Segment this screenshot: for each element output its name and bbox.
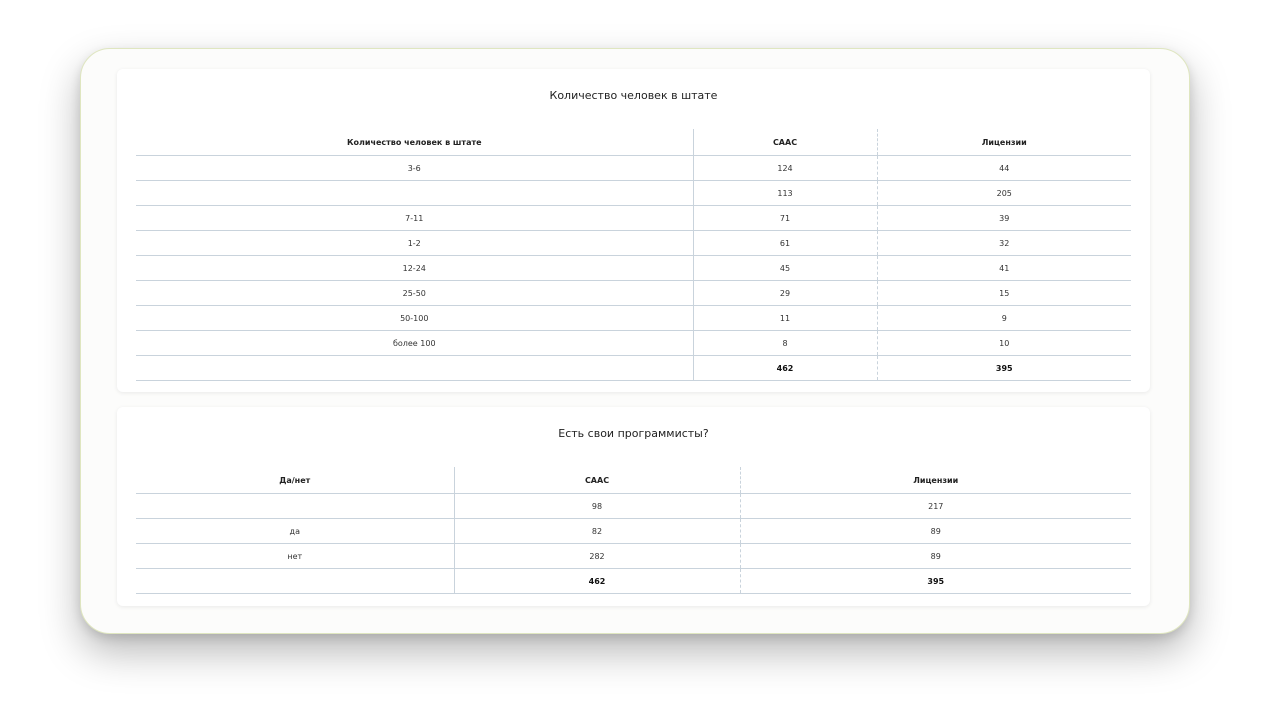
- staff-count-card: [117, 69, 1150, 392]
- cell-licenses: 89: [740, 544, 1131, 569]
- cell-saas: 282: [454, 544, 740, 569]
- staff-count-table: [136, 129, 1131, 381]
- cell-saas: 11: [693, 306, 877, 331]
- table-row: [136, 181, 1131, 206]
- cell-saas: 45: [693, 256, 877, 281]
- column-header-staff-count[interactable]: Количество человек в штате: [136, 129, 693, 156]
- column-header-saas[interactable]: САAC: [693, 129, 877, 156]
- cell-saas: 98: [454, 494, 740, 519]
- cell-total-label: [136, 569, 454, 594]
- cell-licenses: 41: [877, 256, 1131, 281]
- cell-category: 1-2: [136, 231, 693, 256]
- cell-saas: 113: [693, 181, 877, 206]
- cell-category: 50-100: [136, 306, 693, 331]
- table-total-row: [136, 356, 1131, 381]
- column-header-saas[interactable]: САAC: [454, 467, 740, 494]
- table-header-row: [136, 467, 1131, 494]
- cell-licenses: 9: [877, 306, 1131, 331]
- column-header-licenses[interactable]: Лицензии: [877, 129, 1131, 156]
- cell-category: 7-11: [136, 206, 693, 231]
- cell-category: 3-6: [136, 156, 693, 181]
- programmers-card: [117, 407, 1150, 606]
- programmers-table: [136, 467, 1131, 594]
- cell-category: 12-24: [136, 256, 693, 281]
- cell-licenses: 205: [877, 181, 1131, 206]
- staff-count-title: Количество человек в штате: [549, 89, 718, 102]
- cell-licenses: 15: [877, 281, 1131, 306]
- cell-licenses: 10: [877, 331, 1131, 356]
- cell-licenses: 217: [740, 494, 1131, 519]
- cell-saas: 61: [693, 231, 877, 256]
- cell-category: да: [136, 519, 454, 544]
- cell-saas: 8: [693, 331, 877, 356]
- table-row: [136, 206, 1131, 231]
- table-row: [136, 544, 1131, 569]
- column-header-licenses[interactable]: Лицензии: [740, 467, 1131, 494]
- table-total-row: [136, 569, 1131, 594]
- cell-licenses: 39: [877, 206, 1131, 231]
- programmers-title: Есть свои программисты?: [558, 427, 709, 440]
- cell-saas: 29: [693, 281, 877, 306]
- table-header-row: [136, 129, 1131, 156]
- cell-total-saas: 462: [693, 356, 877, 381]
- cell-saas: 82: [454, 519, 740, 544]
- cell-licenses: 89: [740, 519, 1131, 544]
- cell-licenses: 44: [877, 156, 1131, 181]
- table-row: [136, 331, 1131, 356]
- cell-total-licenses: 395: [877, 356, 1131, 381]
- cell-saas: 124: [693, 156, 877, 181]
- cell-category: 25-50: [136, 281, 693, 306]
- table-row: [136, 494, 1131, 519]
- table-row: [136, 281, 1131, 306]
- cell-category: [136, 494, 454, 519]
- table-row: [136, 519, 1131, 544]
- table-row: [136, 156, 1131, 181]
- cell-licenses: 32: [877, 231, 1131, 256]
- cell-category: более 100: [136, 331, 693, 356]
- cell-total-label: [136, 356, 693, 381]
- table-row: [136, 231, 1131, 256]
- cell-category: [136, 181, 693, 206]
- cell-saas: 71: [693, 206, 877, 231]
- table-row: [136, 256, 1131, 281]
- column-header-yes-no[interactable]: Да/нет: [136, 467, 454, 494]
- cell-total-licenses: 395: [740, 569, 1131, 594]
- cell-category: нет: [136, 544, 454, 569]
- cell-total-saas: 462: [454, 569, 740, 594]
- table-row: [136, 306, 1131, 331]
